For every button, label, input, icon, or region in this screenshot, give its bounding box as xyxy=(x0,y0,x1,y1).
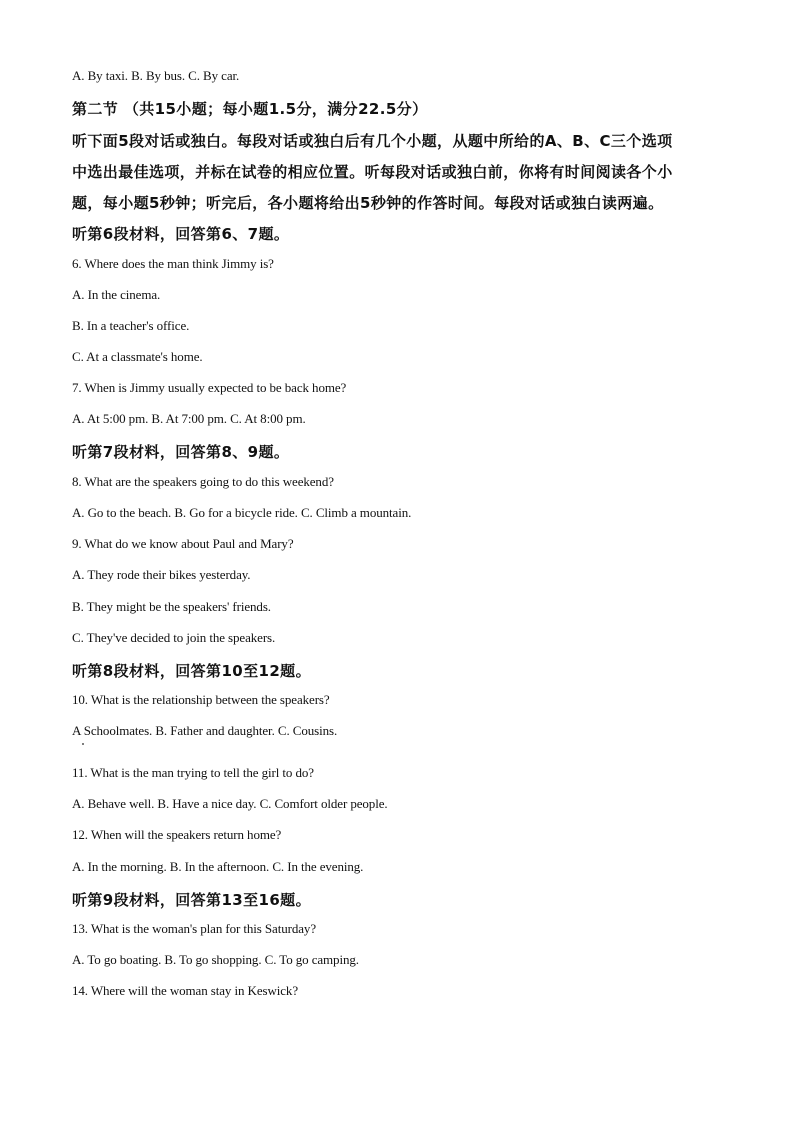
material-7-heading: 听第7段材料，回答第8、9题。 xyxy=(72,443,290,461)
question-11-options: A. Behave well. B. Have a nice day. C. Comfort older people. xyxy=(72,796,388,811)
stray-mark xyxy=(82,743,84,745)
instructions-line-1: 听下面5段对话或独白。每段对话或独白后有几个小题，从题中所给的A、B、C三个选项 xyxy=(72,132,673,150)
question-9-option-b: B. They might be the speakers' friends. xyxy=(72,599,271,614)
question-8: 8. What are the speakers going to do this weekend? xyxy=(72,474,334,489)
question-12: 12. When will the speakers return home? xyxy=(72,827,282,842)
material-6-heading: 听第6段材料，回答第6、7题。 xyxy=(72,225,290,243)
question-6-option-b: B. In a teacher's office. xyxy=(72,318,190,333)
question-9-option-a: A. They rode their bikes yesterday. xyxy=(72,567,251,582)
question-11: 11. What is the man trying to tell the girl to do? xyxy=(72,765,314,780)
answer-options-q5: A. By taxi. B. By bus. C. By car. xyxy=(72,68,240,83)
question-8-options: A. Go to the beach. B. Go for a bicycle ride. C. Climb a mountain. xyxy=(72,505,412,520)
material-8-heading: 听第8段材料，回答第10至12题。 xyxy=(72,662,311,680)
question-6-option-c: C. At a classmate's home. xyxy=(72,349,203,364)
question-14: 14. Where will the woman stay in Keswick? xyxy=(72,983,298,998)
instructions-line-3: 题，每小题5秒钟；听完后，各小题将给出5秒钟的作答时间。每段对话或独白读两遍。 xyxy=(72,194,664,212)
question-7: 7. When is Jimmy usually expected to be back home? xyxy=(72,380,347,395)
question-6: 6. Where does the man think Jimmy is? xyxy=(72,256,274,271)
question-12-options: A. In the morning. B. In the afternoon. C. In the evening. xyxy=(72,859,364,874)
question-7-options: A. At 5:00 pm. B. At 7:00 pm. C. At 8:00 pm. xyxy=(72,411,306,426)
question-6-option-a: A. In the cinema. xyxy=(72,287,161,302)
instructions-line-2: 中选出最佳选项，并标在试卷的相应位置。听每段对话或独白前，你将有时间阅读各个小 xyxy=(72,163,673,181)
question-13: 13. What is the woman's plan for this Saturday? xyxy=(72,921,316,936)
question-10: 10. What is the relationship between the speakers? xyxy=(72,692,330,707)
question-13-options: A. To go boating. B. To go shopping. C. To go camping. xyxy=(72,952,359,967)
material-9-heading: 听第9段材料，回答第13至16题。 xyxy=(72,891,311,909)
question-9-option-c: C. They've decided to join the speakers. xyxy=(72,630,276,645)
section-heading: 第二节 （共15小题；每小题1.5分，满分22.5分） xyxy=(72,100,428,118)
question-9: 9. What do we know about Paul and Mary? xyxy=(72,536,294,551)
question-10-options: A Schoolmates. B. Father and daughter. C. Cousins. xyxy=(72,723,338,738)
